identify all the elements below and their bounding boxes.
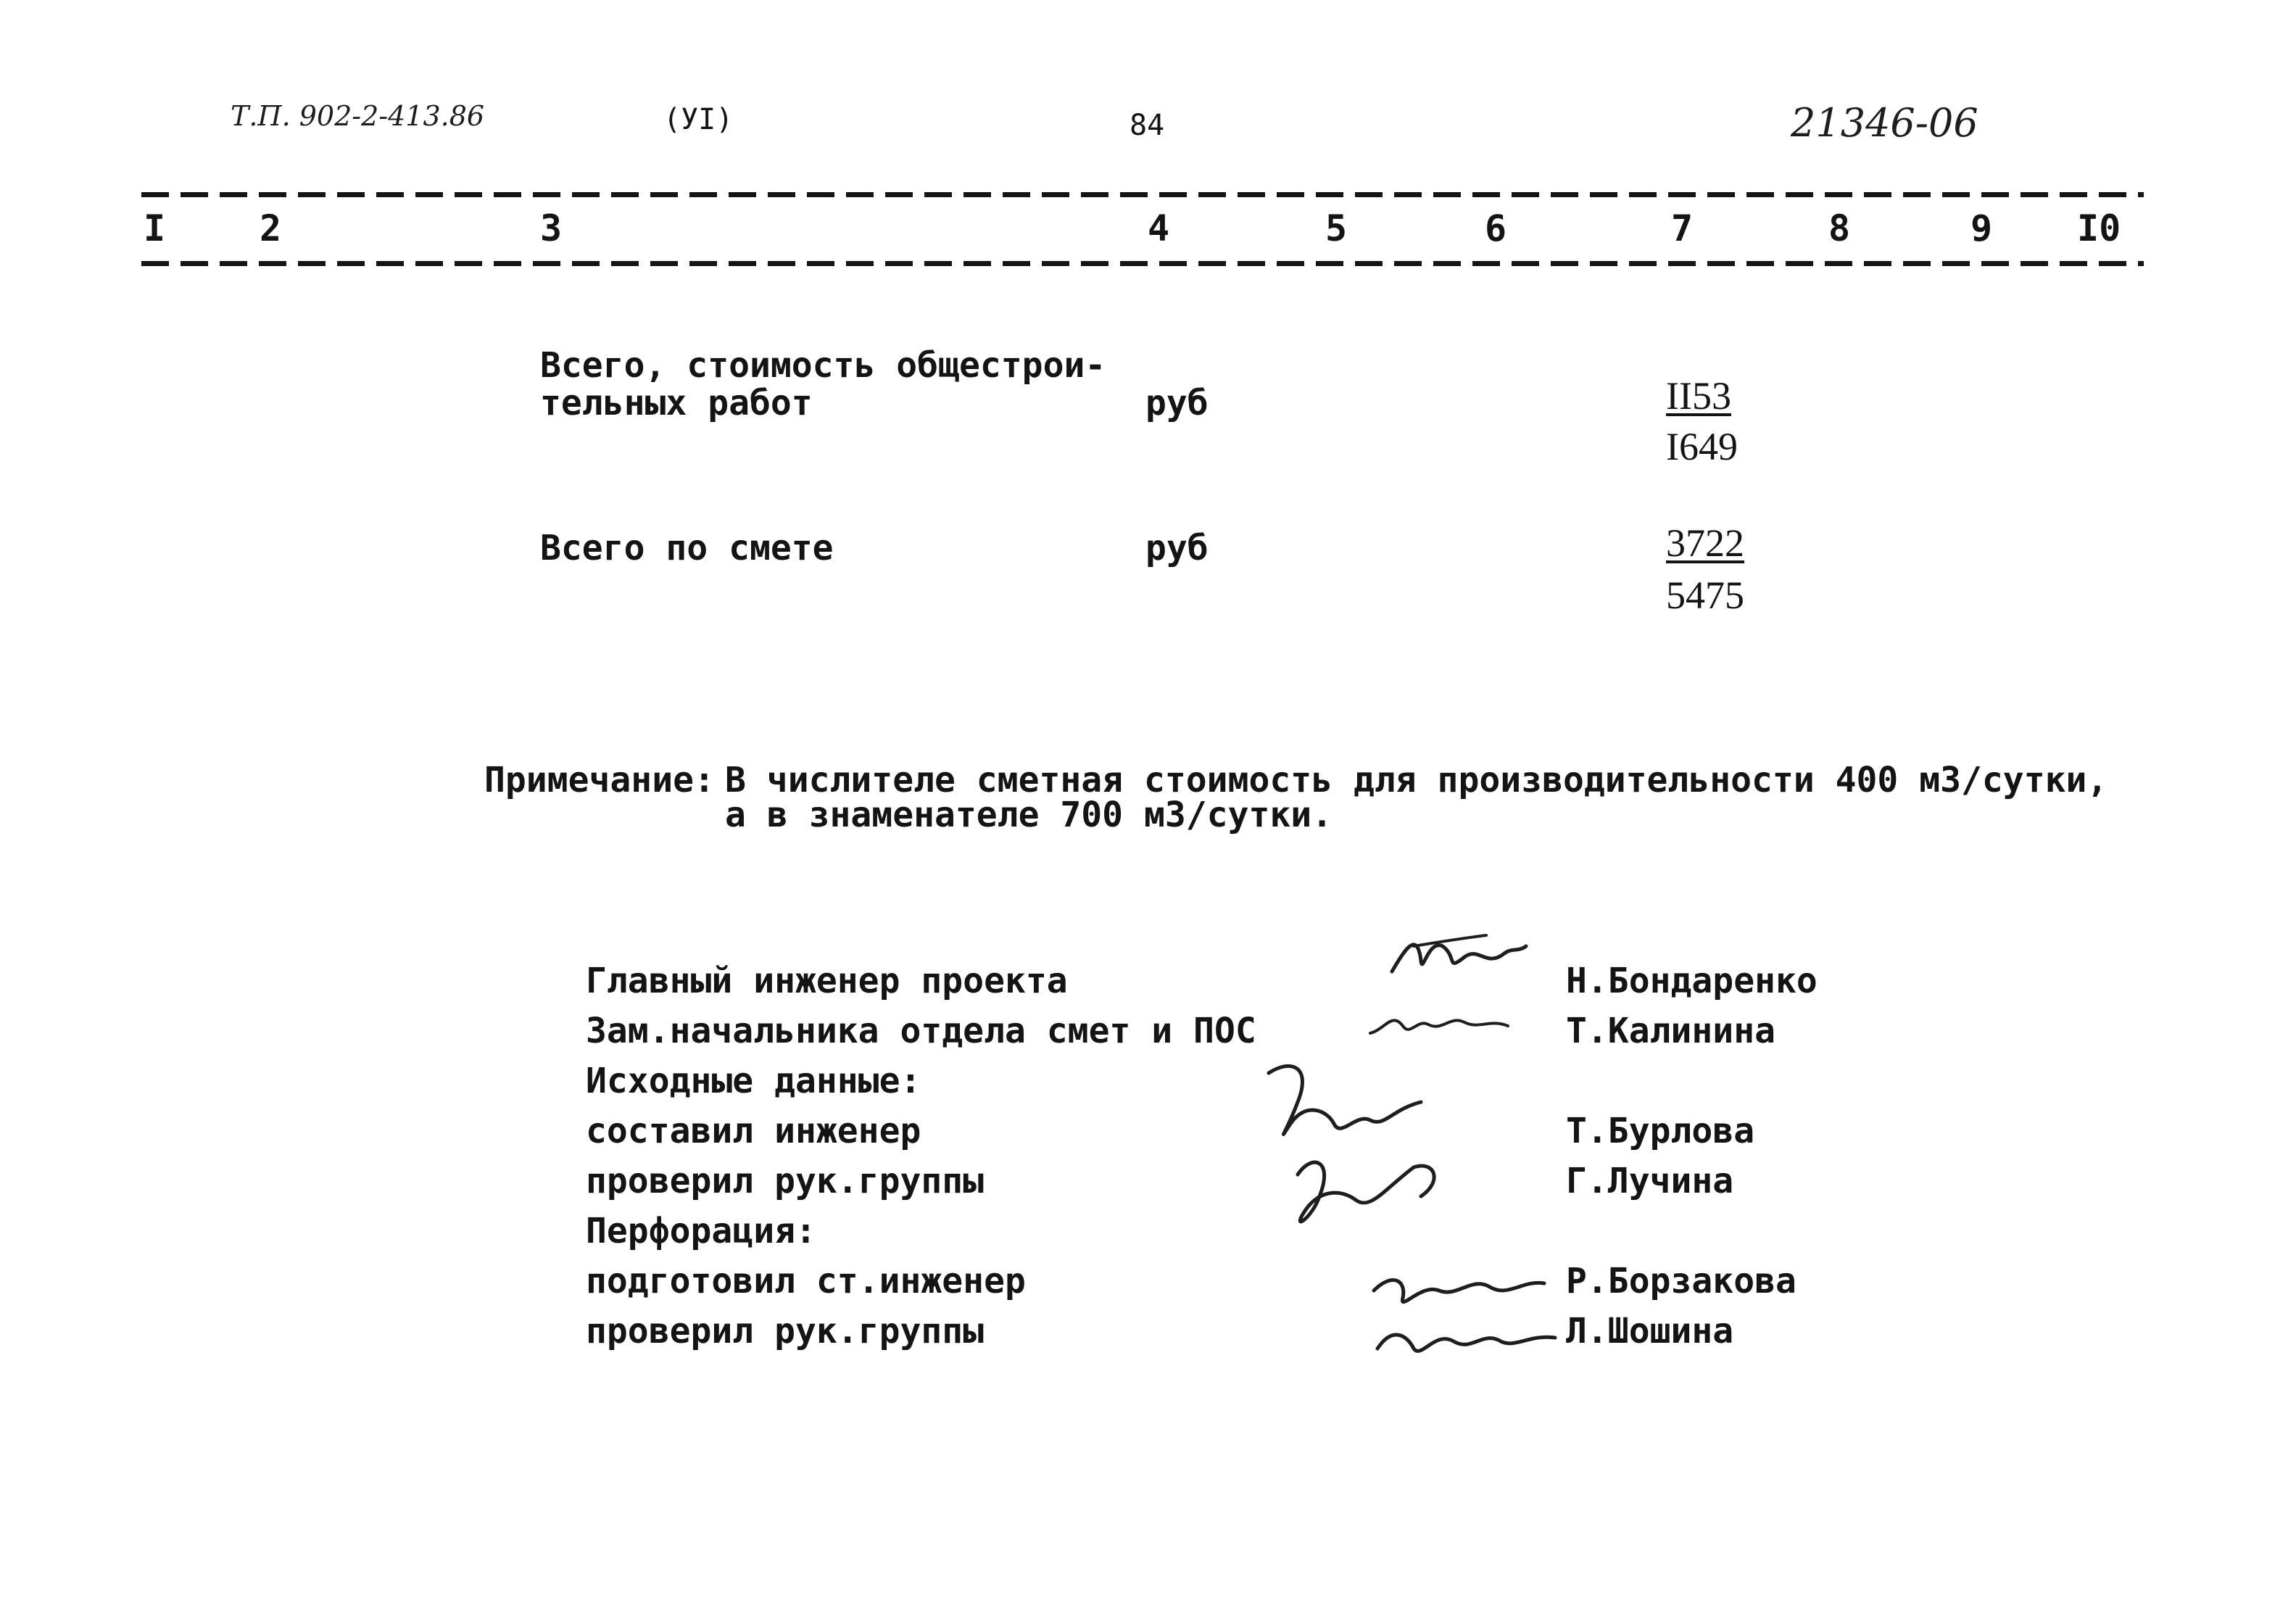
row-description: Всего по смете — [540, 528, 834, 568]
signature-role: составил инженер — [586, 1111, 921, 1151]
signature-role: подготовил ст.инженер — [586, 1261, 1026, 1301]
column-number: 2 — [260, 207, 282, 249]
column-number: I — [144, 207, 166, 249]
column-number: 3 — [540, 207, 563, 249]
signature-role: Исходные данные: — [586, 1061, 921, 1101]
column-number: 8 — [1828, 207, 1851, 249]
column-number: 9 — [1970, 207, 1993, 249]
signature-name: Г.Лучина — [1566, 1161, 1734, 1201]
row-unit: руб — [1145, 383, 1209, 423]
signature-role: Перфорация: — [586, 1211, 816, 1251]
column-number: 4 — [1148, 207, 1170, 249]
signature-role: проверил рук.группы — [586, 1311, 985, 1351]
album-number: (УI) — [663, 103, 734, 136]
signature-name: Р.Борзакова — [1566, 1261, 1796, 1301]
signature-name: Л.Шошина — [1566, 1311, 1734, 1351]
row-description: тельных работ — [540, 383, 813, 423]
project-code: Т.П. 902-2-413.86 — [231, 100, 485, 132]
handwritten-signature — [1363, 1247, 1573, 1370]
column-header-bottom-rule — [141, 261, 2144, 266]
handwritten-signature — [1377, 917, 1537, 997]
signature-role: Главный инженер проекта — [586, 961, 1068, 1001]
row-description: Всего, стоимость общестрои- — [540, 345, 1106, 386]
column-number: 6 — [1485, 207, 1507, 249]
column-number: 5 — [1325, 207, 1348, 249]
row-numerator: II53 — [1666, 374, 1731, 418]
signature-name: Н.Бондаренко — [1566, 961, 1818, 1001]
note-label: Примечание: — [484, 760, 715, 800]
signature-name: Т.Калинина — [1566, 1011, 1775, 1051]
column-number: 7 — [1671, 207, 1694, 249]
column-header-top-rule — [141, 192, 2144, 197]
row-unit: руб — [1145, 528, 1209, 568]
note-line: а в знаменателе 700 м3/сутки. — [725, 795, 1333, 835]
page-number: 84 — [1130, 109, 1165, 142]
row-denominator: I649 — [1666, 425, 1738, 468]
column-number: I0 — [2077, 207, 2121, 249]
inventory-number: 21346-06 — [1791, 100, 1978, 146]
signature-name: Т.Бурлова — [1566, 1111, 1755, 1151]
signature-role: Зам.начальника отдела смет и ПОС — [586, 1011, 1256, 1051]
handwritten-signature — [1363, 997, 1522, 1048]
note-line: В числителе сметная стоимость для производительности 400 м3/сутки, — [725, 760, 2108, 800]
handwritten-signature — [1247, 1044, 1464, 1262]
row-numerator: 3722 — [1666, 521, 1744, 565]
row-denominator: 5475 — [1666, 574, 1744, 617]
signature-role: проверил рук.группы — [586, 1161, 985, 1201]
